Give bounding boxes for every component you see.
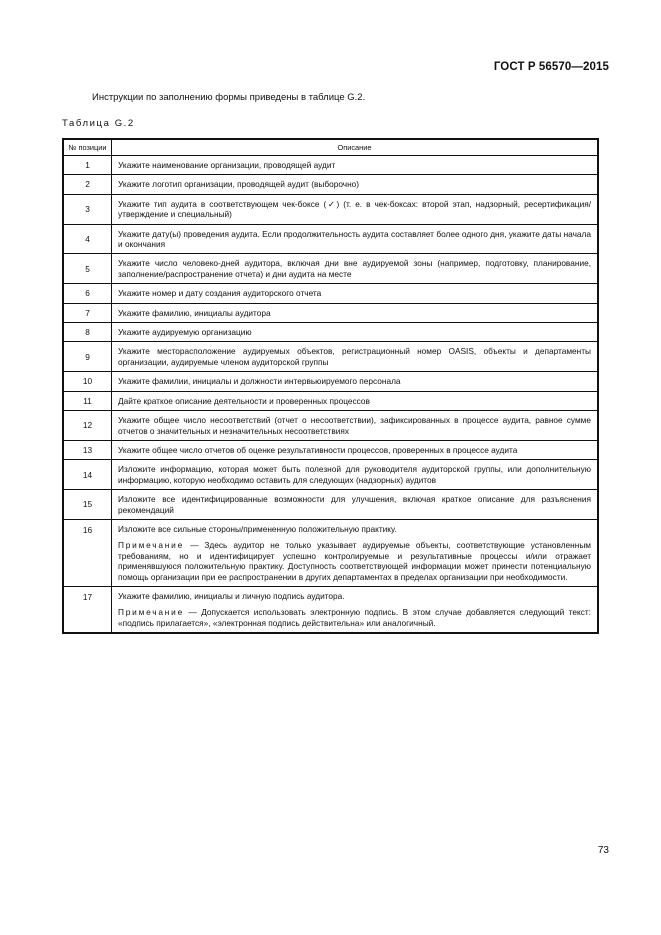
table-body [64,156,598,633]
row-description [112,254,598,284]
row-note [118,540,591,582]
row-position-number: 14 [64,460,112,490]
row-description [112,194,598,224]
intro-text: Инструкции по заполнению формы приведены в таблице G.2. [92,92,366,103]
row-description [112,323,598,342]
row-position-number: 9 [64,342,112,372]
table-row [64,440,598,459]
note-text: — Допускается использовать электронную подпись. В этом случае добавляется следующий текст: «подпись прилагается», «электронная подпись действительна» или аналогичный. [118,607,591,628]
note-label: Примечание [118,540,185,551]
row-description-text: Укажите фамилию, инициалы и личную подпись аудитора. [118,590,345,601]
row-description [112,372,598,391]
row-description [112,411,598,441]
table-row [64,156,598,175]
row-description-text: Укажите месторасположение аудируемых объектов, регистрационный номер OASIS, объекты и департаменты организации, аудируемые членом аудиторской группы [118,346,591,367]
table-caption: Таблица G.2 [62,118,135,129]
row-position-number: 11 [64,391,112,410]
table-row [64,586,598,632]
row-description [112,519,598,586]
row-position-number: 15 [64,490,112,520]
row-position-number: 2 [64,175,112,194]
table-row [64,519,598,586]
row-position-number: 5 [64,254,112,284]
row-position-number: 12 [64,411,112,441]
row-description [112,460,598,490]
row-description-text: Изложите информацию, которая может быть полезной для руководителя аудиторской группы, или дополнительную информацию, которую необходимо оставить для следующих (надзорных) аудитов [118,464,591,485]
row-description-text: Изложите все сильные стороны/примененную положительную практику. [118,523,397,534]
row-description-text: Укажите номер и дату создания аудиторского отчета [118,288,322,299]
row-description [112,490,598,520]
row-position-number: 10 [64,372,112,391]
table-row [64,194,598,224]
row-description-text: Укажите общее число отчетов об оценке результативности процессов, проверенных в процессе аудита [118,444,518,455]
column-header-position: № позиции [64,140,112,156]
table-row [64,372,598,391]
page-number: 73 [597,845,609,856]
row-description-text: Укажите фамилии, инициалы и должности интервьюируемого персонала [118,376,401,387]
table-row [64,224,598,254]
table-row [64,342,598,372]
row-description [112,391,598,410]
row-description [112,342,598,372]
row-description-text: Укажите общее число несоответствий (отчет о несоответствии), зафиксированных в процессе аудита, равное сумме отчетов о значительных и незначительных несоответствиях [118,415,591,436]
row-description [112,284,598,303]
row-position-number: 17 [64,586,112,632]
instructions-table [62,138,599,634]
row-position-number: 6 [64,284,112,303]
table-row [64,284,598,303]
row-description [112,156,598,175]
table-row [64,175,598,194]
table-row [64,254,598,284]
row-position-number: 8 [64,323,112,342]
note-label: Примечание [118,607,185,618]
row-note [118,607,591,628]
table-row [64,391,598,410]
document-standard-number: ГОСТ Р 56570—2015 [493,61,609,73]
table-row [64,411,598,441]
row-description [112,303,598,322]
table-row [64,460,598,490]
row-description-text: Укажите наименование организации, проводящей аудит [118,160,336,170]
row-position-number: 3 [64,194,112,224]
row-description-text: Изложите все идентифицированные возможности для улучшения, включая краткое описание для разъяснения рекомендаций [118,494,591,515]
row-description [112,440,598,459]
row-description-text: Укажите число человеко-дней аудитора, включая дни вне аудируемой зоны (например, подготовку, планирование, заполнение/распространение отчета) и дни аудита на месте [118,258,591,279]
row-position-number: 13 [64,440,112,459]
column-header-description: Описание [112,140,598,156]
row-description-text: Дайте краткое описание деятельности и проверенных процессов [118,395,370,406]
row-position-number: 1 [64,156,112,175]
row-position-number: 7 [64,303,112,322]
table-header-row [64,140,598,156]
row-description [112,224,598,254]
row-description-text: Укажите аудируемую организацию [118,327,252,338]
row-position-number: 16 [64,519,112,586]
table-row [64,323,598,342]
row-description-text: Укажите фамилию, инициалы аудитора [118,307,271,318]
table-row [64,490,598,520]
note-text: — Здесь аудитор не только указывает аудируемые объекты, соответствующие установленным требованиям, но и идентифицирует успешно контролируемые и результативные процессы и/или отражает применявшуюся положительную практику. Доступность соответствующей информации может принести потенциальную помощь организации при ее распространении в других департаментах в пределах организации при необходимости. [118,540,591,582]
row-description [112,586,598,632]
row-position-number: 4 [64,224,112,254]
table-row [64,303,598,322]
row-description-text: Укажите тип аудита в соответствующем чек-боксе (✓) (т. е. в чек-боксах: второй этап, надзорный, ресертификация/утверждение и специальный) [118,198,591,220]
row-description-text: Укажите логотип организации, проводящей аудит (выборочно) [118,179,360,190]
row-description [112,175,598,194]
row-description-text: Укажите дату(ы) проведения аудита. Если продолжительность аудита составляет более одного дня, укажите даты начала и окончания [118,228,591,250]
